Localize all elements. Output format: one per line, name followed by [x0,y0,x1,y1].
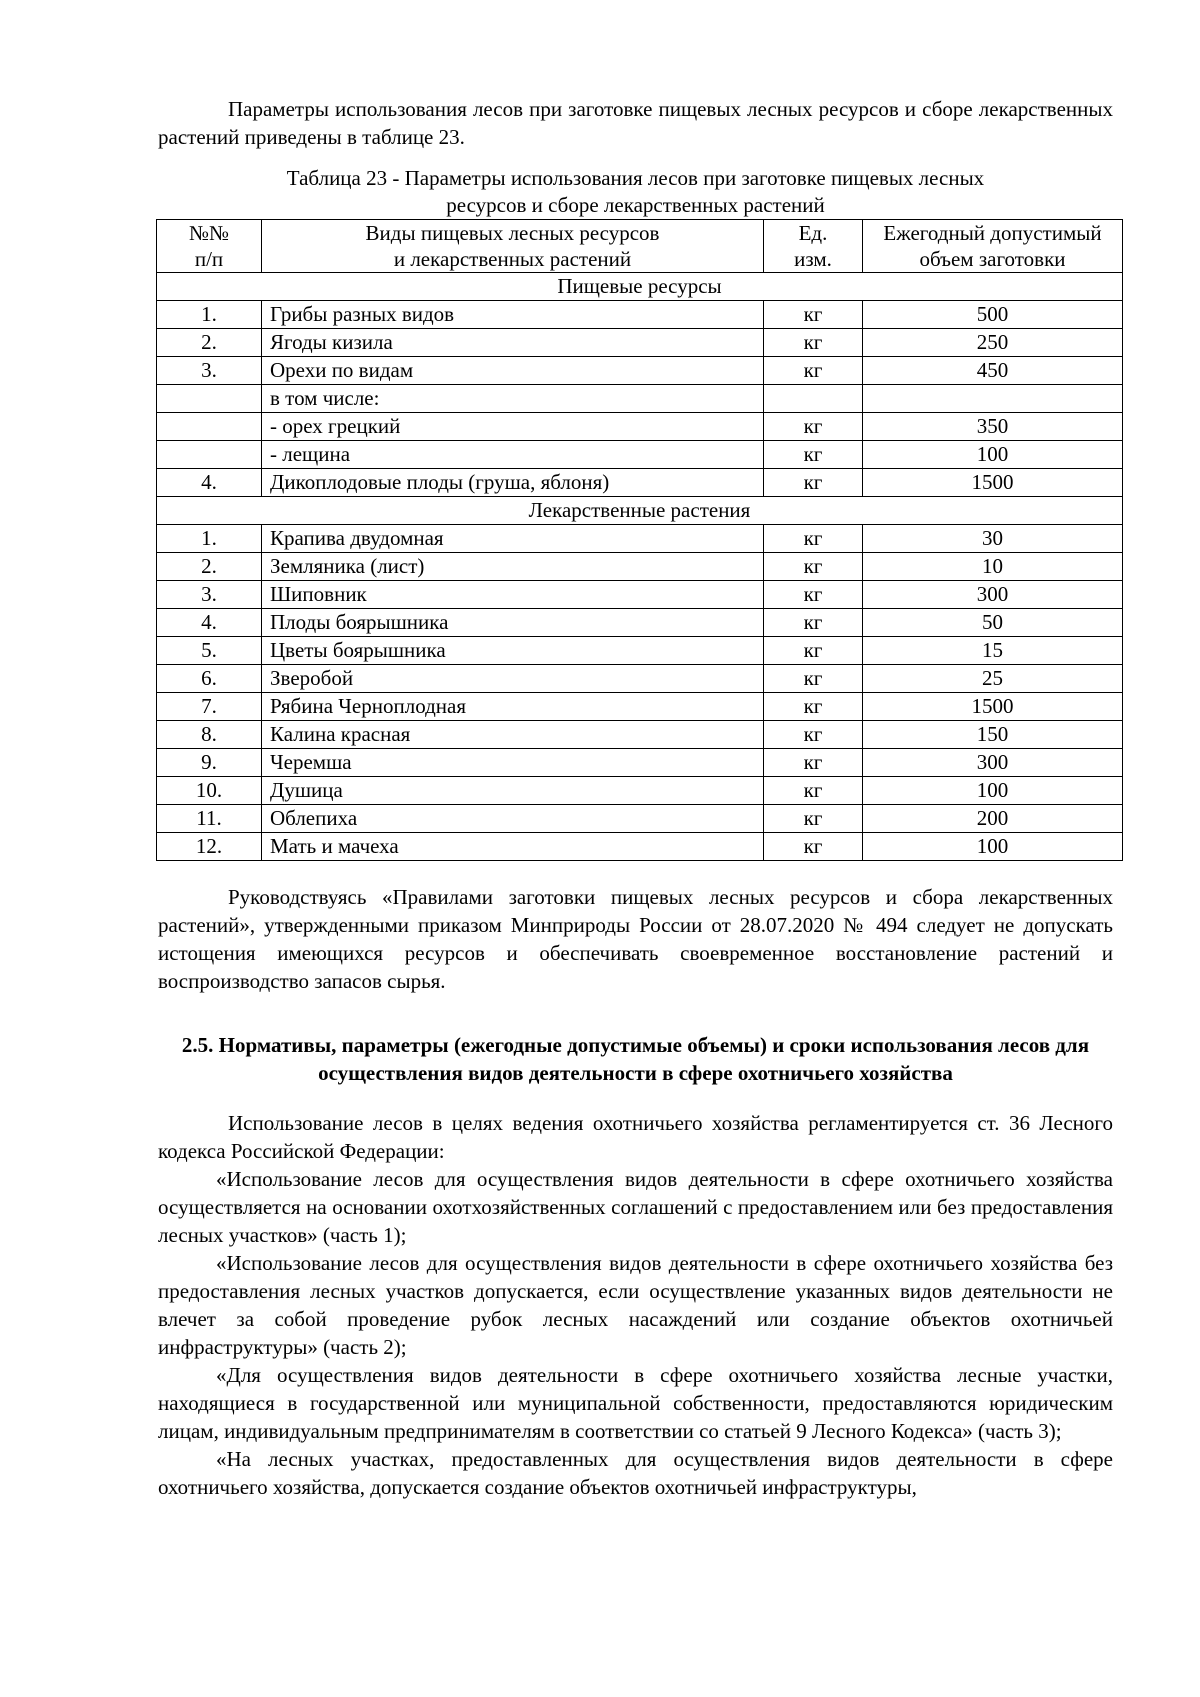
row-volume: 350 [863,413,1123,441]
row-unit: кг [764,721,863,749]
row-volume: 100 [863,777,1123,805]
row-unit: кг [764,749,863,777]
header-number [157,220,262,273]
row-unit: кг [764,329,863,357]
row-name: Рябина Черноплодная [262,693,764,721]
table-row [157,749,1123,777]
table-header-row [157,220,1123,273]
row-name: Шиповник [262,581,764,609]
row-unit: кг [764,805,863,833]
row-name: в том числе: [262,385,764,413]
row-number: 6. [157,665,262,693]
header-name-line2: и лекарственных растений [393,247,632,271]
table-row [157,441,1123,469]
row-number: 4. [157,469,262,497]
document-page [158,95,1113,1501]
row-name: Цветы боярышника [262,637,764,665]
body-paragraph: Использование лесов в целях ведения охотничьего хозяйства регламентируется ст. 36 Лесного кодекса Российской Федерации: [158,1111,1113,1163]
row-name: Душица [262,777,764,805]
section-food-row [157,273,1123,301]
section-heading: 2.5. Нормативы, параметры (ежегодные допустимые объемы) и сроки использования лесов для осуществления видов деятельности в сфере охотничьего хозяйства [181,1033,1090,1085]
row-number [157,441,262,469]
table-row [157,469,1123,497]
row-volume: 30 [863,525,1123,553]
row-volume: 100 [863,833,1123,861]
body-paragraph: «Для осуществления видов деятельности в сфере охотничьего хозяйства лесные участки, находящиеся в государственной или муниципальной собственности, предоставляются юридическим лицам, индивидуальным предпринимателям в соответствии со статьей 9 Лесного Кодекса» (часть 3); [158,1363,1113,1443]
row-volume: 1500 [863,693,1123,721]
row-number: 2. [157,553,262,581]
table-row [157,833,1123,861]
row-number [157,385,262,413]
table-row [157,609,1123,637]
body-text [158,1109,1113,1501]
row-volume: 300 [863,581,1123,609]
table-row [157,413,1123,441]
row-number: 4. [157,609,262,637]
header-number-line1: №№ [188,221,230,245]
row-unit: кг [764,665,863,693]
row-volume: 25 [863,665,1123,693]
row-unit: кг [764,553,863,581]
table-row [157,581,1123,609]
row-unit: кг [764,637,863,665]
row-volume: 10 [863,553,1123,581]
row-name: Ягоды кизила [262,329,764,357]
table-body [157,273,1123,861]
row-number: 2. [157,329,262,357]
rules-paragraph: Руководствуясь «Правилами заготовки пищевых лесных ресурсов и сбора лекарственных растений», утвержденными приказом Минприроды России от 28.07.2020 № 494 следует не допускать истощения имеющихся ресурсов и обеспечивать своевременное восстановление растений и воспроизводство запасов сырья. [158,885,1113,993]
header-unit-line1: Ед. [798,221,828,245]
table-row [157,693,1123,721]
row-unit: кг [764,777,863,805]
row-volume: 200 [863,805,1123,833]
header-volume-line1: Ежегодный допустимый [883,221,1102,245]
header-name [262,220,764,273]
header-volume-line2: объем заготовки [919,247,1066,271]
row-volume: 1500 [863,469,1123,497]
intro-paragraph: Параметры использования лесов при заготовке пищевых лесных ресурсов и сборе лекарственных растений приведены в таблице 23. [158,97,1113,149]
table-row [157,665,1123,693]
row-name: Дикоплодовые плоды (груша, яблоня) [262,469,764,497]
header-number-line2: п/п [194,247,224,271]
body-paragraph: «Использование лесов для осуществления видов деятельности в сфере охотничьего хозяйства осуществляется на основании охотхозяйственных соглашений с предоставлением или без предоставления лесных участков» (часть 1); [158,1167,1113,1247]
table-row [157,777,1123,805]
row-name: Грибы разных видов [262,301,764,329]
row-name: - орех грецкий [262,413,764,441]
row-unit: кг [764,413,863,441]
section-medicinal-row-label: Лекарственные растения [157,497,1123,525]
row-unit: кг [764,525,863,553]
table-row [157,525,1123,553]
row-name: Орехи по видам [262,357,764,385]
body-paragraph: «Использование лесов для осуществления видов деятельности в сфере охотничьего хозяйства без предоставления лесных участков допускается, если осуществление указанных видов деятельности не влечет за собой проведение рубок лесных насаждений или создание объектов охотничьей инфраструктуры» (часть 2); [158,1251,1113,1359]
row-volume: 250 [863,329,1123,357]
row-name: Плоды боярышника [262,609,764,637]
row-name: Черемша [262,749,764,777]
row-number: 3. [157,581,262,609]
table-caption [226,165,1046,219]
row-unit: кг [764,693,863,721]
section-medicinal-row [157,497,1123,525]
header-name-line1: Виды пищевых лесных ресурсов [365,221,660,245]
header-unit [764,220,863,273]
row-name: Облепиха [262,805,764,833]
row-number: 8. [157,721,262,749]
table-row [157,357,1123,385]
table-row [157,301,1123,329]
row-volume: 500 [863,301,1123,329]
table-row [157,805,1123,833]
row-unit [764,385,863,413]
row-number: 5. [157,637,262,665]
row-name: Земляника (лист) [262,553,764,581]
row-volume: 450 [863,357,1123,385]
table-row [157,329,1123,357]
row-volume: 15 [863,637,1123,665]
row-number: 1. [157,525,262,553]
row-unit: кг [764,581,863,609]
row-name: Зверобой [262,665,764,693]
section-food-row-label: Пищевые ресурсы [157,273,1123,301]
header-volume [863,220,1123,273]
row-unit: кг [764,833,863,861]
row-number: 11. [157,805,262,833]
row-unit: кг [764,301,863,329]
row-number: 10. [157,777,262,805]
row-name: Крапива двудомная [262,525,764,553]
resources-table [156,219,1123,861]
row-name: Мать и мачеха [262,833,764,861]
row-volume: 50 [863,609,1123,637]
table-row [157,721,1123,749]
row-unit: кг [764,609,863,637]
row-number: 1. [157,301,262,329]
row-unit: кг [764,441,863,469]
row-name: Калина красная [262,721,764,749]
row-number: 12. [157,833,262,861]
row-number: 7. [157,693,262,721]
row-volume: 100 [863,441,1123,469]
row-name: - лещина [262,441,764,469]
table-row [157,637,1123,665]
header-unit-line2: изм. [794,247,832,271]
table-caption-line1: Таблица 23 - Параметры использования лесов при заготовке пищевых лесных [286,166,985,190]
row-number: 3. [157,357,262,385]
body-paragraph: «На лесных участках, предоставленных для осуществления видов деятельности в сфере охотничьего хозяйства, допускается создание объектов охотничьей инфраструктуры, [158,1447,1113,1499]
table-row [157,553,1123,581]
row-unit: кг [764,357,863,385]
row-volume: 300 [863,749,1123,777]
row-number [157,413,262,441]
row-volume [863,385,1123,413]
table-caption-line2: ресурсов и сборе лекарственных растений [446,193,825,217]
row-number: 9. [157,749,262,777]
row-volume: 150 [863,721,1123,749]
row-unit: кг [764,469,863,497]
table-row [157,385,1123,413]
